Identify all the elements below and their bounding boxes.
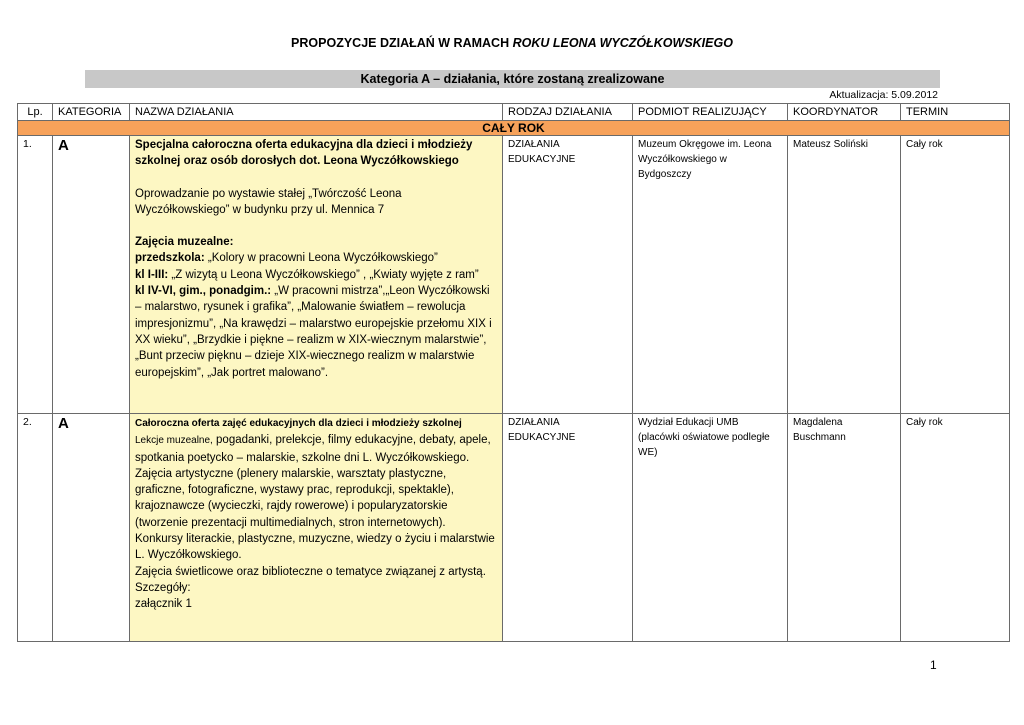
header-termin: TERMIN xyxy=(901,104,1010,121)
name-text: Zajęcia artystyczne (plenery malarskie, warsztaty plastyczne, graficzne, fotograficzne, wystawy prac, reprodukcji, spektakle), krajoznawcze (wycieczki, rajdy rowerowe) i popularyzatorskie (tworzenie prezentacji multimedialnych, stron internetowych). xyxy=(135,467,454,529)
name-group-text: „Z wizytą u Leona Wyczółkowskiego” , „Kwiaty wyjęte z ram” xyxy=(168,268,479,281)
cell-kategoria: A xyxy=(53,414,130,642)
name-group-label: kl IV-VI, gim., ponadgim.: xyxy=(135,285,272,298)
update-date: Aktualizacja: 5.09.2012 xyxy=(829,89,938,101)
name-group-label: przedszkola: xyxy=(135,252,205,265)
cell-nazwa xyxy=(130,414,503,642)
name-small: Lekcje muzealne, xyxy=(135,435,213,447)
name-group-text: „W pracowni mistrza”,„Leon Wyczółkowski – malarstwo, rysunek i grafika”, „Malowanie światłem – rewolucja impresjonizmu”, „Na krawędzi – malarstwo europejskie przełomu XIX i XX wieku”, „Brzydkie i piękne – realizm w XIX-wiecznym malarstwie”, „Bunt przeciw pięknu – dzieje XIX-wiecznego realizm w malarstwie europejskim”, „Jak portret malowano”. xyxy=(135,285,492,379)
section-row xyxy=(18,121,1010,136)
name-text: pogadanki, prelekcje, filmy edukacyjne, debaty, apele, spotkania poetycko – malarskie, szkolne dni L. Wyczółkowskiego. xyxy=(135,434,491,464)
name-heading: Zajęcia muzealne: xyxy=(135,236,234,249)
header-row xyxy=(18,104,1010,121)
category-bar: Kategoria A – działania, które zostaną zrealizowane xyxy=(85,70,940,88)
name-paragraph: Oprowadzanie po wystawie stałej „Twórczość Leona Wyczółkowskiego” w budynku przy ul. Mennica 7 xyxy=(135,187,402,216)
name-bold: Całoroczna oferta zajęć edukacyjnych dla dzieci i młodzieży szkolnej xyxy=(135,418,462,429)
name-text: Szczegóły: xyxy=(135,581,191,594)
cell-koordynator: Magdalena Buschmann xyxy=(788,414,901,642)
header-podmiot: PODMIOT REALIZUJĄCY xyxy=(633,104,788,121)
cell-rodzaj: DZIAŁANIA EDUKACYJNE xyxy=(503,136,633,414)
header-koordynator: KOORDYNATOR xyxy=(788,104,901,121)
document-title xyxy=(0,36,1024,50)
name-group-label: kl I-III: xyxy=(135,268,169,281)
cell-termin: Cały rok xyxy=(901,414,1010,642)
title-prefix: PROPOZYCJE DZIAŁAŃ W RAMACH xyxy=(291,36,513,50)
name-text: załącznik 1 xyxy=(135,598,192,611)
name-text: Zajęcia świetlicowe oraz biblioteczne o tematyce związanej z artystą. xyxy=(135,565,486,578)
name-bold: Specjalna całoroczna oferta edukacyjna dla dzieci i młodzieży szkolnej oraz osób dorosłych dot. Leona Wyczółkowskiego xyxy=(135,139,473,168)
cell-termin: Cały rok xyxy=(901,136,1010,414)
header-kategoria: KATEGORIA xyxy=(53,104,130,121)
cell-kategoria: A xyxy=(53,136,130,414)
section-label: CAŁY ROK xyxy=(18,121,1010,136)
cell-lp: 1. xyxy=(18,136,53,414)
cell-koordynator: Mateusz Soliński xyxy=(788,136,901,414)
header-lp: Lp. xyxy=(18,104,53,121)
page-number: 1 xyxy=(930,658,937,672)
title-italic: ROKU LEONA WYCZÓŁKOWSKIEGO xyxy=(512,36,733,50)
header-rodzaj: RODZAJ DZIAŁANIA xyxy=(503,104,633,121)
cell-podmiot: Muzeum Okręgowe im. Leona Wyczółkowskiego w Bydgoszczy xyxy=(633,136,788,414)
table-row xyxy=(18,136,1010,414)
cell-podmiot: Wydział Edukacji UMB (placówki oświatowe podległe WE) xyxy=(633,414,788,642)
actions-table xyxy=(17,103,1010,642)
cell-nazwa xyxy=(130,136,503,414)
name-text: Konkursy literackie, plastyczne, muzyczne, wiedzy o życiu i malarstwie L. Wyczółkowskiego. xyxy=(135,533,495,562)
cell-rodzaj: DZIAŁANIA EDUKACYJNE xyxy=(503,414,633,642)
name-group-text: „Kolory w pracowni Leona Wyczółkowskiego” xyxy=(204,252,438,265)
table-row xyxy=(18,414,1010,642)
header-nazwa: NAZWA DZIAŁANIA xyxy=(130,104,503,121)
cell-lp: 2. xyxy=(18,414,53,642)
